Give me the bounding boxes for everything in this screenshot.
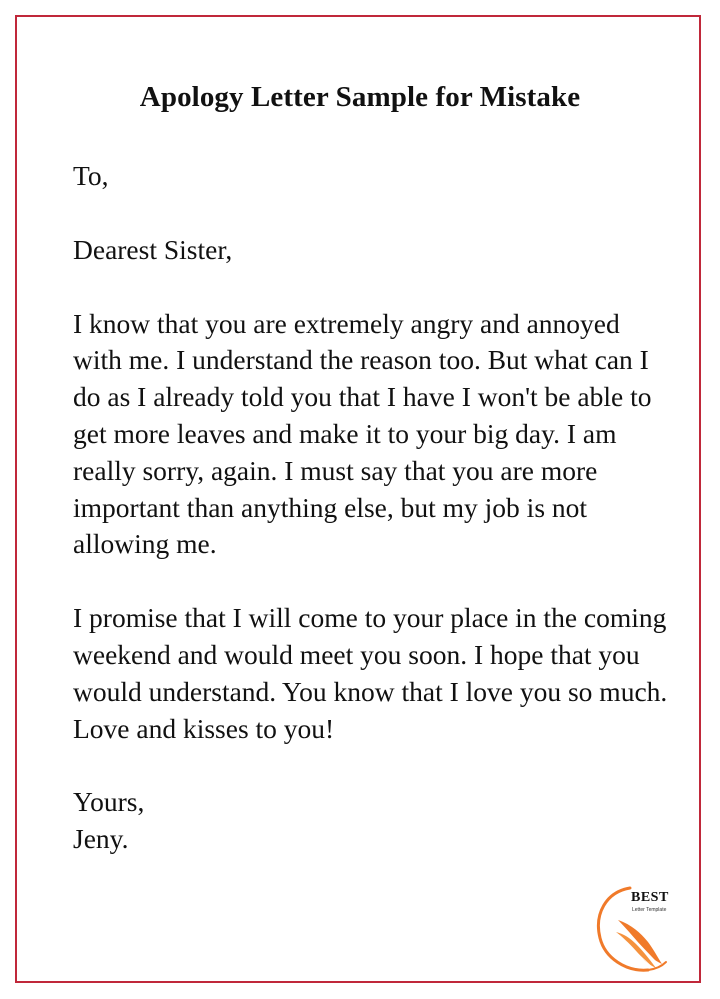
salutation: Dearest Sister, [73, 233, 233, 265]
best-letter-template-logo [592, 880, 702, 975]
logo-tagline: Letter Template [632, 907, 667, 913]
letter-title: Apology Letter Sample for Mistake [139, 81, 581, 113]
signature: Jeny. [73, 823, 129, 855]
closing: Yours, [73, 786, 145, 818]
body-paragraph: I promise that I will come to your place in the coming weekend and would meet you soon. I hope that you would understand. You know that I love you so much. Love and kisses to you! [73, 602, 668, 744]
logo-brand-text: BEST [631, 890, 669, 905]
letter-body [73, 158, 673, 858]
to-line: To, [73, 160, 109, 191]
body-paragraph: I know that you are extremely angry and annoyed with me. I understand the reason too. But what can I do as I already told you that I have I won't be able to get more leaves and make it to your big day. I am really sorry, again. I must say that you are more important than anything else, but my job is not allowing me. [73, 307, 652, 560]
